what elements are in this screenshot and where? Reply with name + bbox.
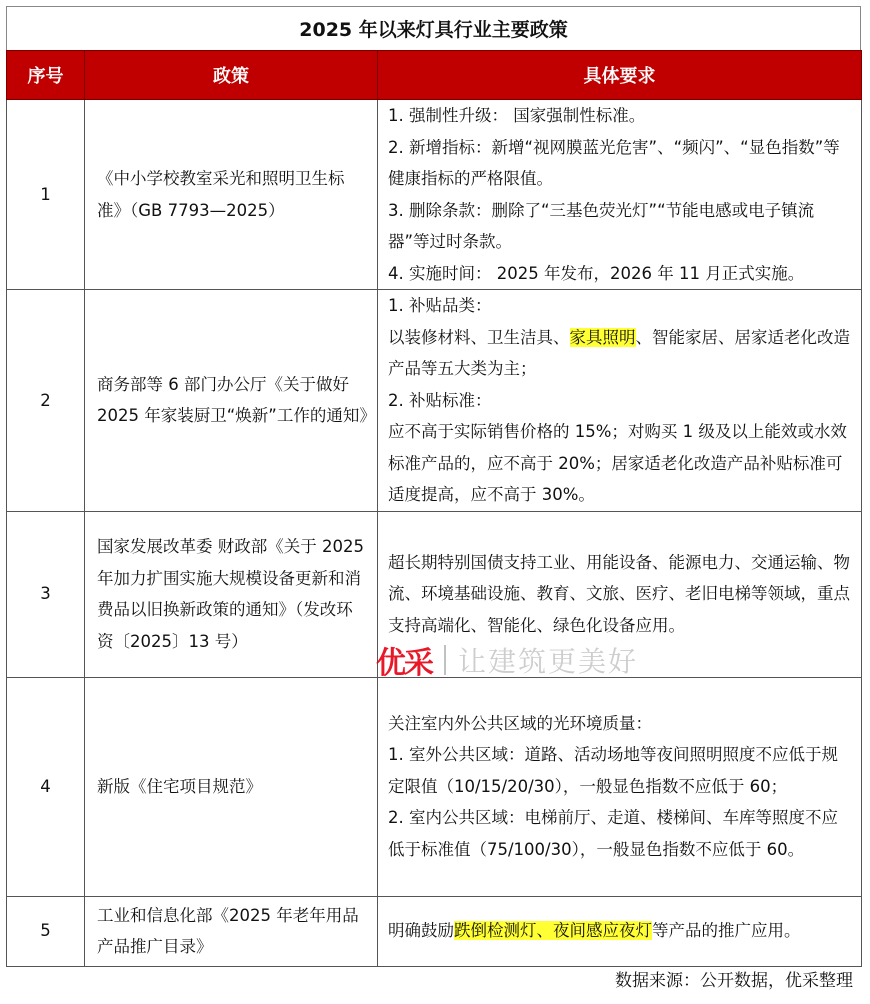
- requirement-text: 1. 补贴品类：: [388, 296, 492, 315]
- row-number: 1: [7, 100, 85, 290]
- highlighted-text: 家具照明: [569, 327, 636, 347]
- watermark: [376, 638, 638, 682]
- requirement-paragraph: [388, 802, 853, 865]
- requirement-text: 明确鼓励: [388, 921, 454, 941]
- table-row: [7, 677, 862, 896]
- requirement-text: 2. 补贴标准：: [388, 390, 492, 410]
- requirement-paragraph: [388, 258, 853, 290]
- requirement-text: 以装修材料、卫生洁具、: [388, 327, 570, 347]
- policy-cell: 国家发展改革委 财政部《关于 2025 年加力扩围实施大规模设备更新和消费品以旧换新政策的通知》（发改环资〔2025〕13 号）: [85, 511, 378, 677]
- header-requirement: 具体要求: [378, 51, 862, 100]
- policy-cell: 商务部等 6 部门办公厅《关于做好 2025 年家装厨卫“焕新”工作的通知》: [85, 290, 378, 512]
- table-row: [7, 290, 862, 512]
- data-source: 数据来源：公开数据，优采整理: [615, 971, 853, 991]
- table-header-row: [7, 51, 862, 100]
- requirement-paragraph: [388, 290, 853, 322]
- requirement-paragraph: [388, 915, 853, 947]
- table-row: [7, 896, 862, 966]
- requirement-paragraph: [388, 100, 853, 132]
- requirement-paragraph: [388, 132, 853, 195]
- requirement-text: 1. 强制性升级： 国家强制性标准。: [388, 106, 646, 125]
- requirement-text: 2. 室内公共区域：电梯前厅、走道、楼梯间、车库等照度不应低于标准值（75/100/30），一般显色指数不应低于 60。: [388, 808, 838, 859]
- policy-cell: 《中小学校教室采光和照明卫生标准》（GB 7793—2025）: [85, 100, 378, 290]
- requirement-cell: [378, 677, 862, 896]
- requirement-cell: [378, 896, 862, 966]
- policy-cell: 工业和信息化部《2025 年老年用品产品推广目录》: [85, 896, 378, 966]
- header-num: 序号: [7, 51, 85, 100]
- requirement-text: 应不高于实际销售价格的 15%；对购买 1 级及以上能效或水效标准产品的，应不高于 20%；居家适老化改造产品补贴标准可适度提高，应不高于 30%。: [388, 422, 847, 504]
- row-number: 2: [7, 290, 85, 512]
- requirement-text: 、智能家居、居家适老化改造产品等五大类为主；: [388, 327, 850, 378]
- watermark-divider: [444, 645, 446, 675]
- table-row: [7, 100, 862, 290]
- header-policy: 政策: [85, 51, 378, 100]
- requirement-text: 等产品的推广应用。: [652, 921, 801, 941]
- watermark-slogan: 让建筑更美好: [458, 645, 639, 678]
- requirement-cell: [378, 290, 862, 512]
- requirement-paragraph: [388, 416, 853, 511]
- requirement-paragraph: [388, 322, 853, 385]
- table-title: 2025 年以来灯具行业主要政策: [6, 6, 861, 50]
- row-number: 4: [7, 677, 85, 896]
- requirement-text: 4. 实施时间： 2025 年发布，2026 年 11 月正式实施。: [388, 263, 805, 283]
- requirement-text: 超长期特别国债支持工业、用能设备、能源电力、交通运输、物流、环境基础设施、教育、文旅、医疗、老旧电梯等领域，重点支持高端化、智能化、绿色化设备应用。: [388, 552, 850, 635]
- policy-cell: 新版《住宅项目规范》: [85, 677, 378, 896]
- highlighted-text: 跌倒检测灯、夜间感应夜灯: [454, 921, 652, 941]
- watermark-logo: 优采: [376, 646, 432, 681]
- requirement-paragraph: [388, 739, 853, 802]
- row-number: 5: [7, 896, 85, 966]
- policy-table: [6, 50, 862, 967]
- requirement-paragraph: [388, 547, 853, 642]
- requirement-text: 3. 删除条款：删除了“三基色荧光灯”“节能电感或电子镇流器”等过时条款。: [388, 200, 815, 251]
- requirement-text: 2. 新增指标：新增“视网膜蓝光危害”、“频闪”、“显色指数”等健康指标的严格限值。: [388, 137, 840, 188]
- requirement-paragraph: [388, 385, 853, 417]
- row-number: 3: [7, 511, 85, 677]
- requirement-paragraph: [388, 708, 853, 740]
- requirement-paragraph: [388, 195, 853, 258]
- requirement-text: 关注室内外公共区域的光环境质量：: [388, 713, 652, 733]
- requirement-cell: [378, 100, 862, 290]
- requirement-text: 1. 室外公共区域：道路、活动场地等夜间照明照度不应低于规定限值（10/15/20/30），一般显色指数不应低于 60；: [388, 745, 838, 796]
- policy-document: [6, 6, 861, 996]
